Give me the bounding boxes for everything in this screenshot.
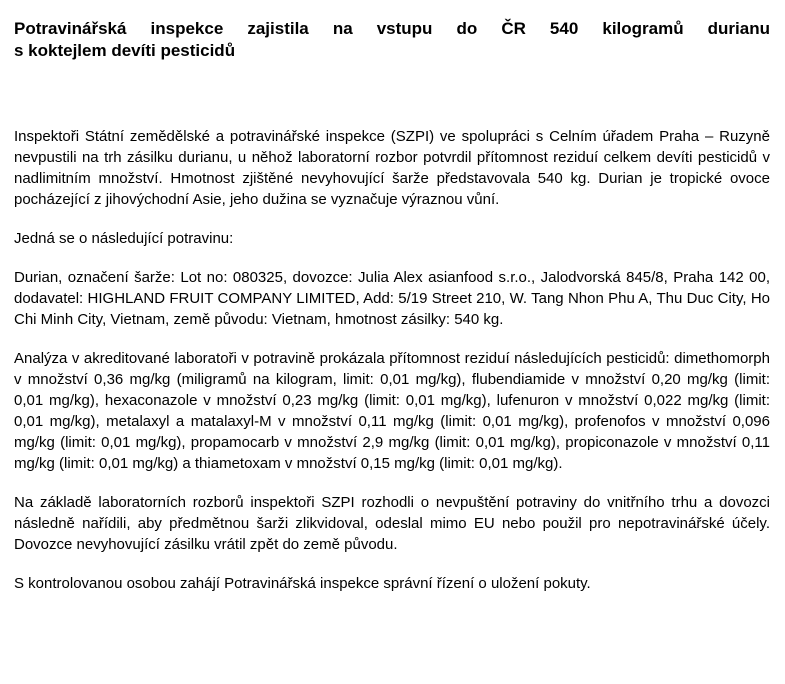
intro-paragraph: Inspektoři Státní zemědělské a potravinářské inspekce (SZPI) ve spolupráci s Celním úřadem Praha – Ruzyně nevpustili na trh zásilku durianu, u něhož laboratorní rozbor potvrdil přítomnost reziduí celkem devíti pesticidů v nadlimitním množství. Hmotnost zjištěné nevyhovující šarže představovala 540 kg. Durian je tropické ovoce pocházející z jihovýchodní Asie, jeho dužina se vyznačuje výraznou vůní.	[14, 128, 770, 208]
title-line-1: Potravinářská inspekce zajistila na vstupu do ČR 540 kilogramů durianu	[14, 19, 770, 38]
decision-paragraph: Na základě laboratorních rozborů inspektoři SZPI rozhodli o nevpuštění potraviny do vnitřního trhu a dovozci následně nařídili, aby předmětnou šarži zlikvidoval, odeslal mimo EU nebo použil pro nepotravinářské účely. Dovozce nevyhovující zásilku vrátil zpět do země původu.	[14, 494, 770, 553]
food-lead-paragraph: Jedná se o následující potravinu:	[14, 230, 234, 247]
closing-paragraph: S kontrolovanou osobou zahájí Potravinářská inspekce správní řízení o uložení pokuty.	[14, 575, 591, 592]
food-description-paragraph: Durian, označení šarže: Lot no: 080325, dovozce: Julia Alex asianfood s.r.o., Jalodvorská 845/8, Praha 142 00, dodavatel: HIGHLAND FRUIT COMPANY LIMITED, Add: 5/19 Street 210, W. Tang Nhon Phu A, Thu Duc City, Ho Chi Minh City, Vietnam, země původu: Vietnam, hmotnost zásilky: 540 kg.	[14, 269, 770, 328]
page-title	[14, 18, 770, 62]
document-body	[14, 126, 770, 594]
title-line-2: s koktejlem devíti pesticidů	[14, 41, 236, 60]
analysis-paragraph: Analýza v akreditované laboratoři v potravině prokázala přítomnost reziduí následujících pesticidů: dimethomorph v množství 0,36 mg/kg (miligramů na kilogram, limit: 0,01 mg/kg), flubendiamide v množství 0,20 mg/kg (limit: 0,01 mg/kg), hexaconazole v množství 0,23 mg/kg (limit: 0,01 mg/kg), lufenuron v množství 0,022 mg/kg (limit: 0,01 mg/kg), metalaxyl a matalaxyl-M v množství 0,11 mg/kg (limit: 0,01 mg/kg), profenofos v množství 0,096 mg/kg (limit: 0,01 mg/kg), propamocarb v množství 2,9 mg/kg (limit: 0,01 mg/kg), propiconazole v množství 0,11 mg/kg (limit: 0,01 mg/kg) a thiametoxam v množství 0,15 mg/kg (limit: 0,01 mg/kg).	[14, 350, 770, 472]
